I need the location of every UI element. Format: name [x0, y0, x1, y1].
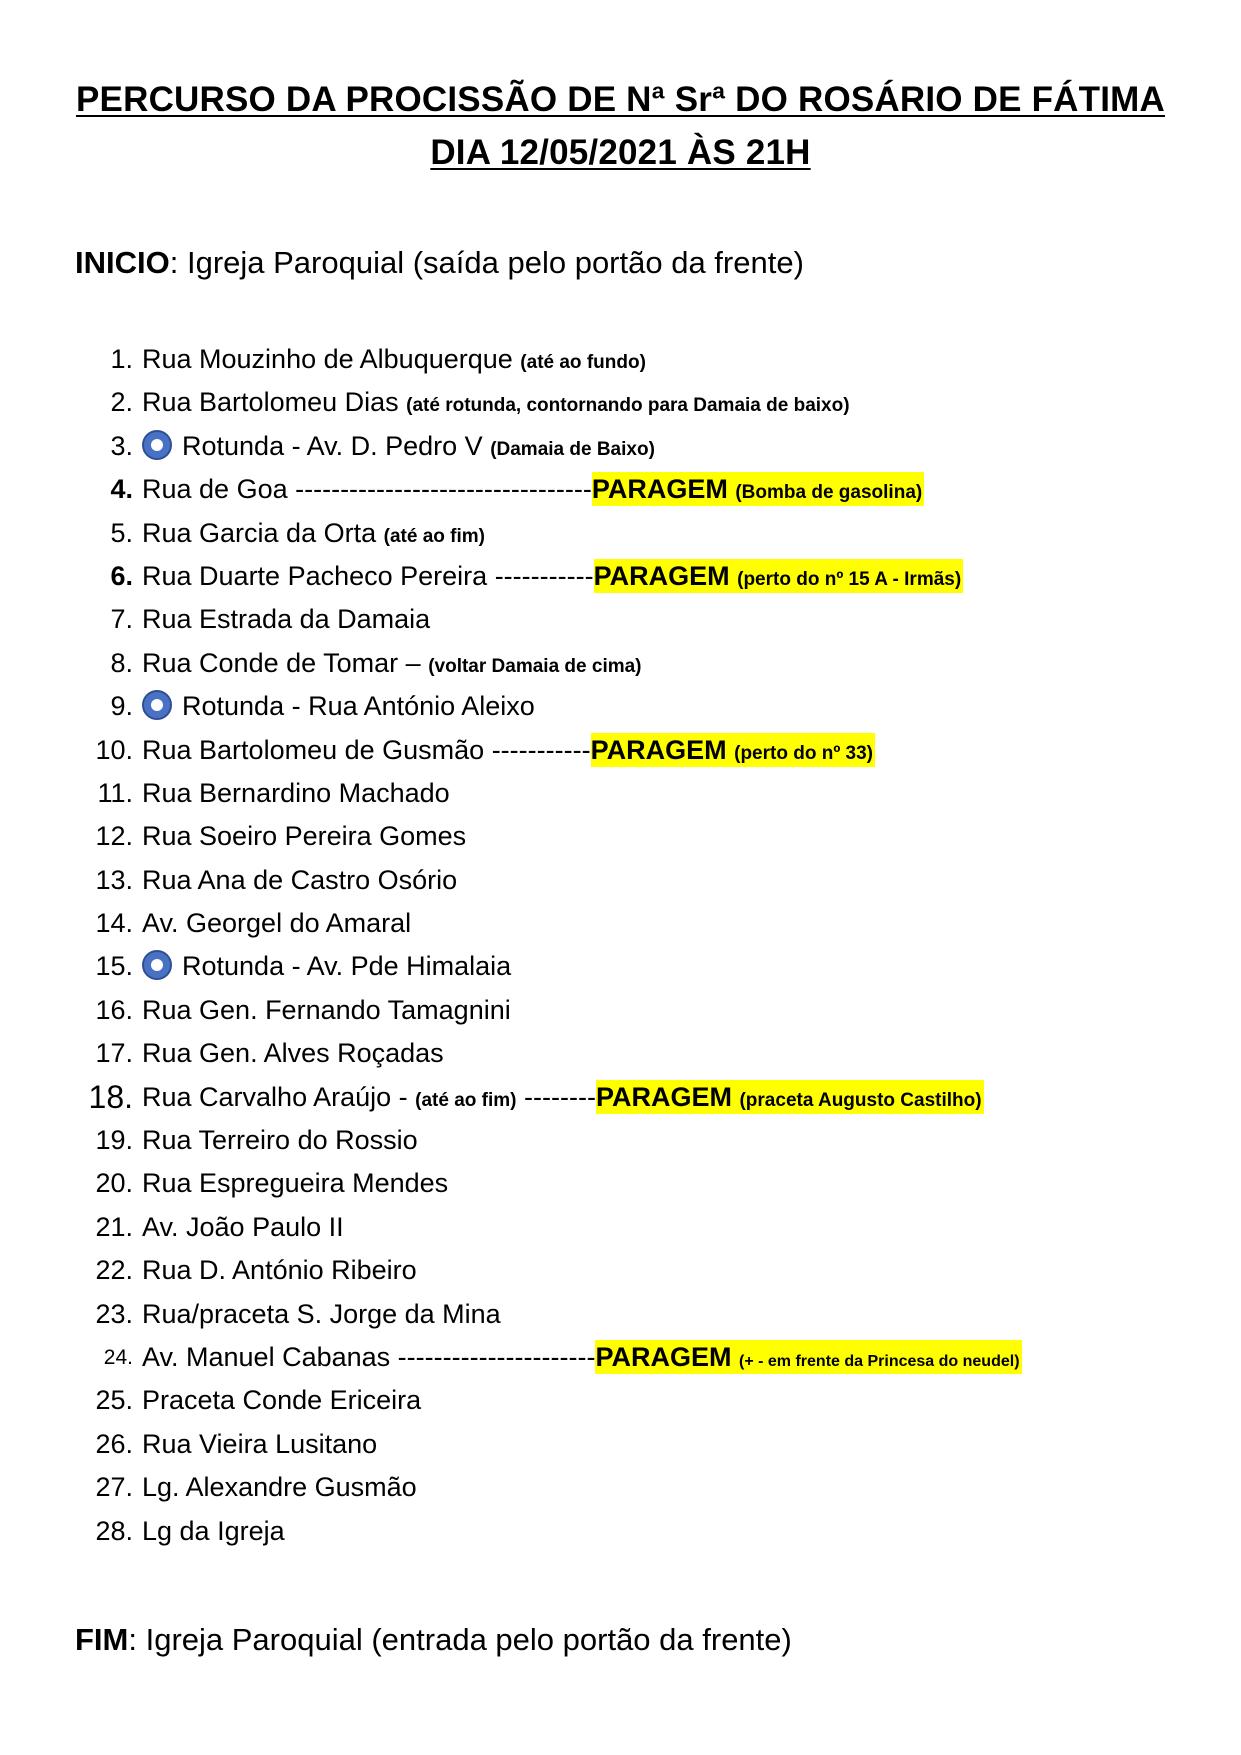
stop-label: PARAGEM: [595, 1341, 732, 1372]
route-item-street: Rua Soeiro Pereira Gomes: [142, 821, 467, 852]
route-item: [0, 1249, 1241, 1292]
route-item: [0, 512, 1241, 555]
route-item-body: [142, 1336, 1022, 1383]
route-item-street: Rua Garcia da Orta: [142, 517, 377, 548]
stop-note: (perto do nº 33): [734, 742, 874, 764]
route-item-body: [142, 859, 457, 902]
route-item-body: [142, 598, 430, 641]
route-item-number: 17.: [95, 1038, 133, 1069]
end-label: FIM: [75, 1622, 129, 1657]
route-item: [0, 381, 1241, 424]
route-start: [75, 245, 804, 281]
route-end: [75, 1622, 792, 1658]
end-text: : Igreja Paroquial (entrada pelo portão da frente): [128, 1622, 792, 1657]
route-item: [0, 1076, 1241, 1119]
stop-note: (praceta Augusto Castilho): [739, 1089, 982, 1111]
route-item-street: Rua/praceta S. Jorge da Mina: [142, 1298, 501, 1329]
route-item-number: 5.: [110, 517, 133, 548]
route-item: [0, 1119, 1241, 1162]
route-item-body: [142, 1119, 418, 1162]
route-item-body: [142, 902, 411, 945]
route-item-street: Rua Ana de Castro Osório: [142, 864, 458, 895]
route-item-street: Rua D. António Ribeiro: [142, 1255, 417, 1286]
route-item-number: 24.: [103, 1345, 133, 1369]
roundabout-icon: [142, 430, 172, 460]
route-item: [0, 1379, 1241, 1422]
route-item-body: [142, 1076, 984, 1122]
route-item-number: 3.: [110, 430, 133, 461]
route-item-number: 26.: [95, 1428, 133, 1459]
route-item-number: 2.: [110, 387, 133, 418]
route-item-street: Av. João Paulo II: [142, 1211, 344, 1242]
route-item-number: 4.: [110, 474, 133, 505]
document-subtitle-date: DIA 12/05/2021 ÀS 21H: [430, 133, 811, 172]
route-item-street: Rua Bernardino Machado: [142, 777, 450, 808]
route-item-body: [142, 1466, 417, 1509]
route-item: [0, 642, 1241, 685]
route-item-number: 8.: [110, 647, 133, 678]
route-item-note: (até ao fim): [415, 1089, 517, 1111]
route-item-body: [142, 381, 850, 427]
route-item-street: Rua Carvalho Araújo -: [142, 1081, 408, 1112]
route-item-number: 21.: [95, 1211, 133, 1242]
route-item: [0, 555, 1241, 598]
stop-label: PARAGEM: [590, 734, 727, 765]
route-item: [0, 945, 1241, 988]
route-item-number: 23.: [95, 1298, 133, 1329]
stop-note: (Bomba de gasolina): [735, 482, 923, 504]
route-item-number: 18.: [88, 1078, 133, 1115]
route-item-body: [142, 1206, 344, 1249]
route-item-number: 22.: [95, 1255, 133, 1286]
route-item-body: [142, 989, 511, 1032]
route-item: [0, 1162, 1241, 1205]
stop-highlight: [591, 733, 875, 767]
route-item: [0, 1466, 1241, 1509]
route-item-note: (voltar Damaia de cima): [428, 655, 642, 677]
route-item: [0, 1206, 1241, 1249]
route-item: [0, 468, 1241, 511]
route-item-street: Rotunda - Av. Pde Himalaia: [182, 951, 512, 982]
route-item-street: Rua Bartolomeu de Gusmão: [142, 734, 485, 765]
start-text: : Igreja Paroquial (saída pelo portão da frente): [169, 245, 804, 280]
route-item-street: Rua Estrada da Damaia: [142, 604, 431, 635]
route-item-body: [142, 815, 466, 858]
route-item-body: [142, 1293, 501, 1336]
route-item-street: Rua Gen. Alves Roçadas: [142, 1038, 444, 1069]
route-item: [0, 425, 1241, 468]
route-item-street: Rotunda - Av. D. Pedro V: [182, 430, 483, 461]
route-item: [0, 1336, 1241, 1379]
route-item-body: [142, 945, 511, 988]
stop-label: PARAGEM: [595, 1081, 732, 1112]
route-list: [0, 338, 1241, 1553]
route-item-leader-dashes: -----------: [484, 734, 591, 765]
route-item-number: 19.: [95, 1125, 133, 1156]
route-item-number: 1.: [110, 344, 133, 374]
stop-label: PARAGEM: [591, 474, 728, 505]
route-item: [0, 859, 1241, 902]
stop-highlight: [592, 472, 924, 506]
route-item-street: Rua Duarte Pacheco Pereira: [142, 560, 488, 591]
stop-note: (perto do nº 15 A - Irmãs): [737, 568, 962, 590]
roundabout-icon: [142, 690, 172, 720]
route-item-number: 28.: [95, 1515, 133, 1546]
route-item-street: Rua Gen. Fernando Tamagnini: [142, 994, 511, 1025]
route-item-note: (até rotunda, contornando para Damaia de baixo): [406, 395, 850, 417]
route-item-note: (Damaia de Baixo): [490, 438, 655, 460]
route-item-body: [142, 642, 642, 688]
route-item-body: [142, 1379, 421, 1422]
route-item-number: 12.: [95, 821, 133, 852]
route-item-street: Rotunda - Rua António Aleixo: [182, 691, 535, 722]
route-item-body: [142, 1423, 377, 1466]
route-item-leader-dashes: --------: [516, 1081, 596, 1112]
route-item-body: [142, 1032, 444, 1075]
route-item: [0, 1423, 1241, 1466]
route-item-note: (até ao fim): [383, 525, 485, 547]
route-item: [0, 1510, 1241, 1553]
route-item-body: [142, 468, 924, 514]
route-item-leader-dashes: -----------: [487, 560, 594, 591]
route-item-number: 25.: [95, 1385, 133, 1416]
route-item-note: (até ao fundo): [520, 352, 646, 373]
route-item-street: Praceta Conde Ericeira: [142, 1385, 422, 1416]
route-item-number: 7.: [110, 604, 133, 635]
document-title: PERCURSO DA PROCISSÃO DE Nª Srª DO ROSÁRIO DE FÁTIMA: [76, 80, 1165, 119]
route-item-body: [142, 729, 875, 775]
route-item-number: 20.: [95, 1168, 133, 1199]
route-item-body: [142, 425, 655, 471]
route-item-body: [142, 685, 535, 728]
route-item-number: 14.: [95, 908, 133, 939]
route-item-street: Rua de Goa: [142, 474, 288, 505]
stop-note: (+ - em frente da Princesa do neudel): [739, 1352, 1020, 1370]
route-item-body: [142, 1249, 417, 1292]
route-item-street: Lg da Igreja: [142, 1515, 285, 1546]
route-item-street: Rua Conde de Tomar –: [142, 647, 421, 678]
route-item-number: 10.: [95, 734, 133, 765]
route-item-street: Rua Espregueira Mendes: [142, 1168, 449, 1199]
route-item: [0, 729, 1241, 772]
route-item-number: 11.: [97, 777, 133, 808]
route-item-number: 16.: [95, 994, 133, 1025]
route-item-number: 27.: [95, 1472, 133, 1503]
start-label: INICIO: [75, 245, 170, 280]
route-item: [0, 685, 1241, 728]
route-item-body: [142, 338, 646, 384]
route-item-street: Rua Mouzinho de Albuquerque: [142, 344, 513, 374]
route-item-number: 6.: [110, 560, 133, 591]
route-item-number: 15.: [95, 951, 133, 982]
route-item-street: Av. Georgel do Amaral: [142, 908, 412, 939]
route-item-number: 13.: [95, 864, 133, 895]
stop-label: PARAGEM: [593, 560, 730, 591]
route-item-body: [142, 772, 450, 815]
route-item: [0, 815, 1241, 858]
route-item: [0, 1293, 1241, 1336]
route-item: [0, 598, 1241, 641]
route-item-body: [142, 1510, 285, 1553]
route-item: [0, 989, 1241, 1032]
stop-highlight: [596, 1080, 984, 1114]
route-item-number: 9.: [110, 691, 133, 722]
route-item: [0, 902, 1241, 945]
route-item-street: Rua Bartolomeu Dias: [142, 387, 399, 418]
stop-highlight: [595, 1340, 1021, 1374]
stop-highlight: [594, 559, 964, 593]
route-item-leader-dashes: ---------------------------------: [287, 474, 592, 505]
route-item-street: Rua Terreiro do Rossio: [142, 1125, 418, 1156]
route-item-street: Lg. Alexandre Gusmão: [142, 1472, 417, 1503]
roundabout-icon: [142, 950, 172, 980]
route-item-street: Av. Manuel Cabanas: [142, 1341, 391, 1372]
route-item-leader-dashes: ----------------------: [390, 1341, 596, 1372]
route-item-body: [142, 1162, 448, 1205]
route-item-body: [142, 512, 485, 558]
route-item: [0, 772, 1241, 815]
route-item-body: [142, 555, 963, 601]
route-item-street: Rua Vieira Lusitano: [142, 1428, 378, 1459]
route-item: [0, 1032, 1241, 1075]
route-item: [0, 338, 1241, 381]
